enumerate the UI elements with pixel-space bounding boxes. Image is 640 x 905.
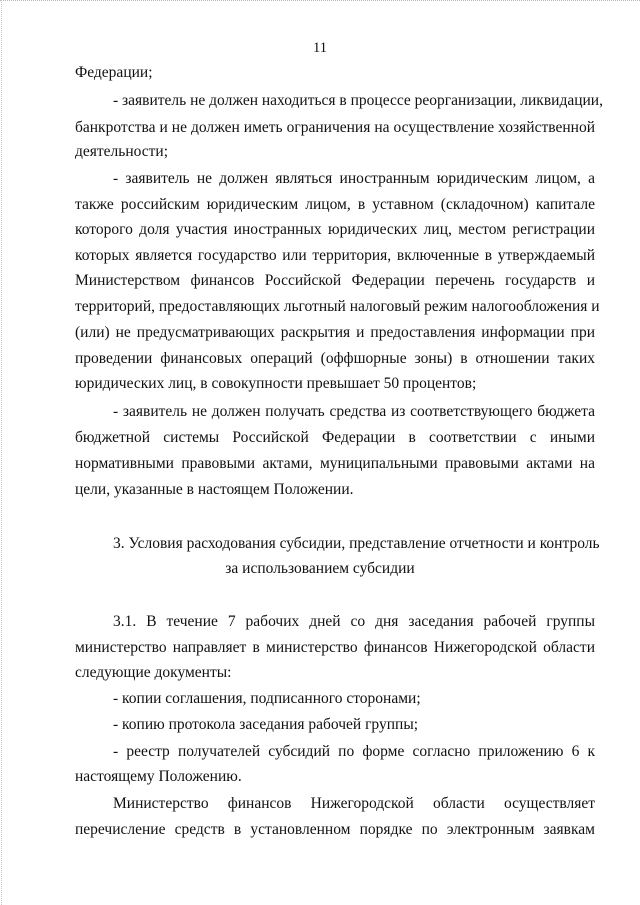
text-line: - реестр получателей субсидий по форме согласно приложению 6 к	[113, 743, 595, 760]
text-line: Министерством финансов Российской Федерации перечень государств и	[75, 272, 595, 289]
text-line: нормативными правовыми актами, муниципальными правовыми актами на	[75, 455, 595, 472]
section-heading-line-2: за использованием субсидии	[225, 560, 415, 577]
text-line: (или) не предусматривающих раскрытия и предоставления информации при	[75, 324, 595, 341]
text-line: Министерство финансов Нижегородской области осуществляет	[113, 795, 595, 812]
text-line: - копию протокола заседания рабочей группы;	[113, 716, 419, 733]
text-line: банкротства и не должен иметь ограничения на осуществление хозяйственной	[75, 119, 595, 136]
text-line: проведении финансовых операций (оффшорные зоны) в отношении таких	[75, 350, 595, 367]
text-line: которого доля участия иностранных юридических лиц, местом регистрации	[75, 221, 595, 238]
page-number: 11	[313, 40, 327, 56]
text-line: - заявитель не должен являться иностранным юридическим лицом, а	[113, 170, 595, 187]
text-line: бюджетной системы Российской Федерации в соответствии с иными	[75, 429, 595, 446]
text-line: юридических лиц, в совокупности превышает 50 процентов;	[75, 375, 477, 392]
text-line: также российским юридическим лицом, в уставном (складочном) капитале	[75, 196, 595, 213]
scan-left-edge	[1, 0, 2, 905]
text-line: Федерации;	[75, 64, 153, 81]
text-line: деятельности;	[75, 143, 169, 160]
text-line: следующие документы:	[75, 664, 232, 681]
text-line: 3.1. В течение 7 рабочих дней со дня заседания рабочей группы	[113, 613, 595, 630]
text-line: - заявитель не должен получать средства из соответствующего бюджета	[113, 403, 595, 420]
text-line: территорий, предоставляющих льготный налоговый режим налогообложения и	[75, 298, 600, 315]
text-line: цели, указанные в настоящем Положении.	[75, 481, 354, 498]
text-line: настоящему Положению.	[75, 768, 242, 785]
text-line: перечисление средств в установленном порядке по электронным заявкам	[75, 821, 595, 838]
section-heading: 3. Условия расходования субсидии, представление отчетности и контроль	[113, 535, 600, 552]
scan-top-edge	[0, 0, 640, 4]
text-line: - заявитель не должен находиться в процессе реорганизации, ликвидации,	[113, 92, 603, 109]
text-line: которых является государство или территория, включенные в утверждаемый	[75, 247, 595, 264]
text-line: - копии соглашения, подписанного сторонами;	[113, 690, 421, 707]
text-line: министерство направляет в министерство финансов Нижегородской области	[75, 639, 595, 656]
